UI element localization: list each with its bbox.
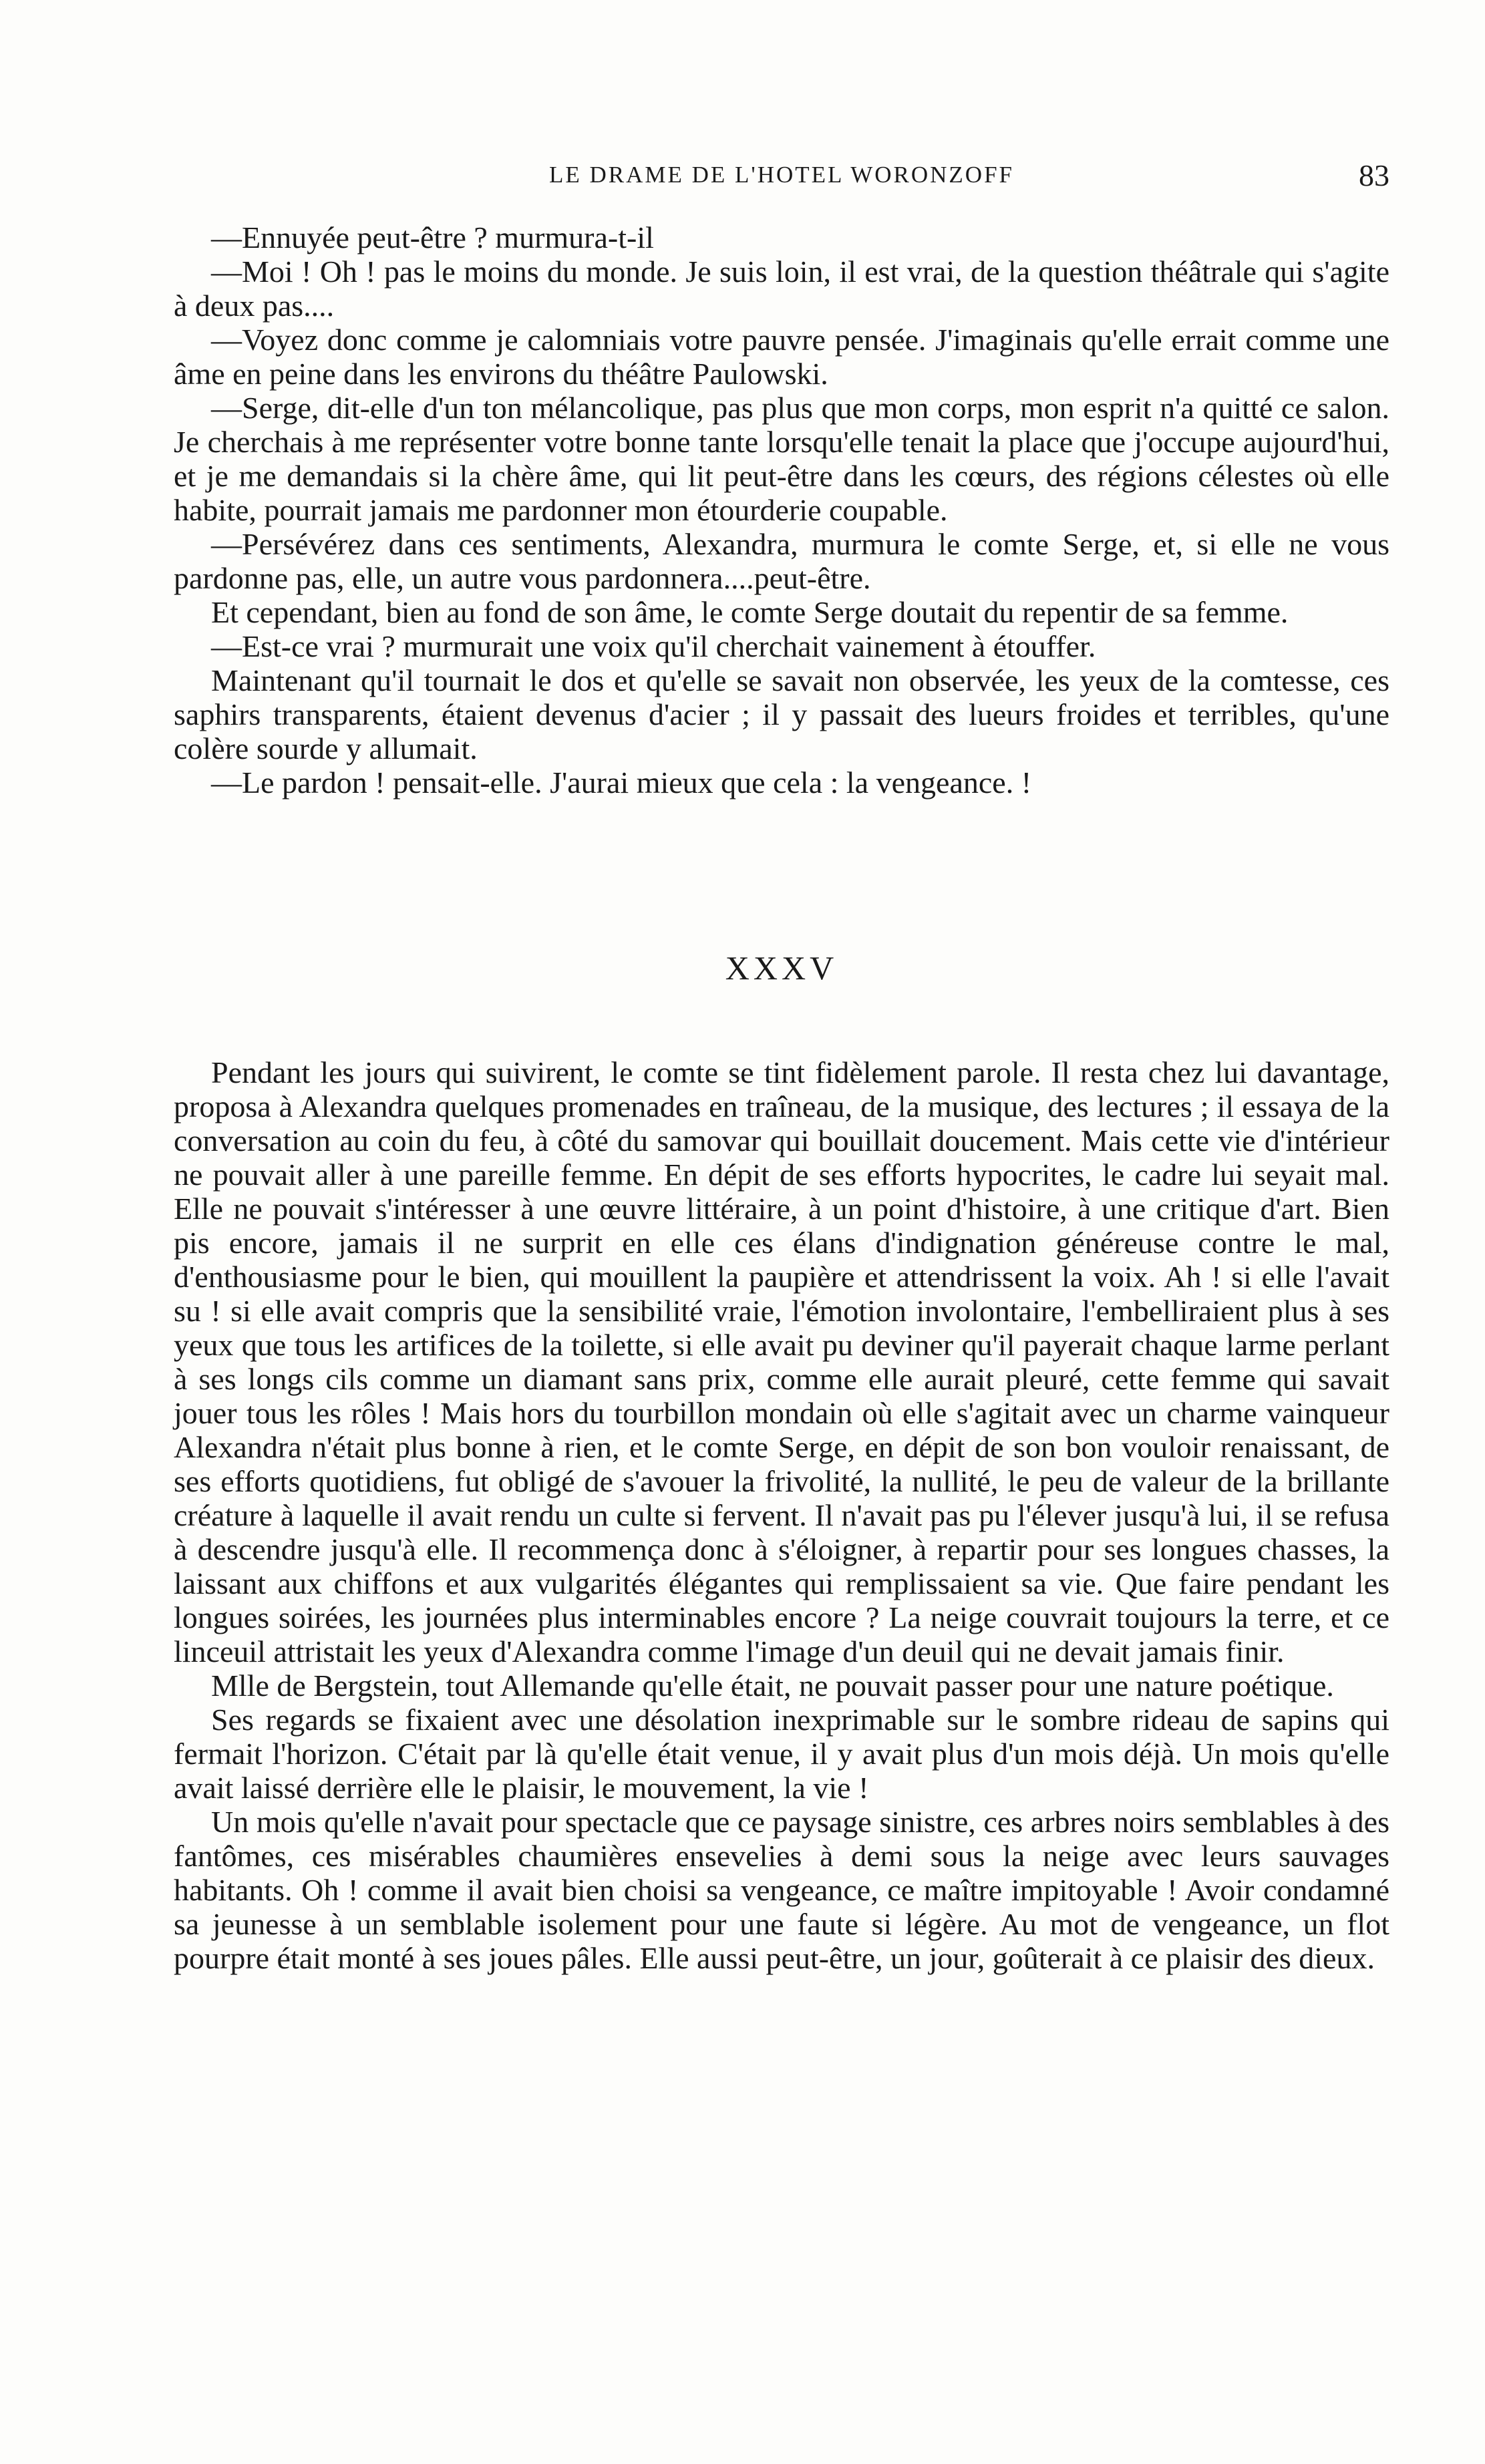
page-number: 83 xyxy=(1359,158,1389,192)
paragraph: Un mois qu'elle n'avait pour spectacle que ce paysage sinistre, ces arbres noirs semblables à des fantômes, ces misérables chaumières ensevelies à demi sous la neige avec leurs sauvages habitants. Oh ! comme il avait bien choisi sa vengeance, ce maître impitoyable ! Avoir condamné sa jeunesse à un semblable isolement pour une faute si légère. Au mot de vengeance, un flot pourpre était monté à ses joues pâles. Elle aussi peut-être, un jour, goûterait à ce plaisir des dieux. xyxy=(174,1805,1389,1975)
paragraph: Et cependant, bien au fond de son âme, le comte Serge doutait du repentir de sa femme. xyxy=(211,595,1289,629)
chapter-body xyxy=(174,1055,1389,1975)
paragraph: —Moi ! Oh ! pas le moins du monde. Je suis loin, il est vrai, de la question théâtrale qui s'agite à deux pas.... xyxy=(174,254,1389,323)
paragraph: —Le pardon ! pensait-elle. J'aurai mieux que cela : la vengeance. ! xyxy=(211,765,1032,800)
paragraph: Maintenant qu'il tournait le dos et qu'elle se savait non observée, les yeux de la comtesse, ces saphirs transparents, étaient devenus d'acier ; il y passait des lueurs froides et terribles, qu'une colère sourde y allumait. xyxy=(174,663,1389,765)
paragraph: —Est-ce vrai ? murmurait une voix qu'il cherchait vainement à étouffer. xyxy=(211,629,1096,663)
dialogue-section xyxy=(174,220,1389,800)
running-title: LE DRAME DE L'HOTEL WORONZOFF xyxy=(548,162,1015,188)
chapter-heading: XXXV xyxy=(725,949,838,987)
paragraph: Mlle de Bergstein, tout Allemande qu'elle était, ne pouvait passer pour une nature poétique. xyxy=(211,1668,1334,1703)
paragraph: —Persévérez dans ces sentiments, Alexandra, murmura le comte Serge, et, si elle ne vous pardonne pas, elle, un autre vous pardonnera....peut-être. xyxy=(174,527,1389,595)
paragraph: —Voyez donc comme je calomniais votre pauvre pensée. J'imaginais qu'elle errait comme une âme en peine dans les environs du théâtre Paulowski. xyxy=(174,323,1389,391)
paragraph: Ses regards se fixaient avec une désolation inexprimable sur le sombre rideau de sapins qui fermait l'horizon. C'était par là qu'elle était venue, il y avait plus d'un mois déjà. Un mois qu'elle avait laissé derrière elle le plaisir, le mouvement, la vie ! xyxy=(174,1703,1389,1805)
running-head xyxy=(174,158,1389,198)
paragraph: Pendant les jours qui suivirent, le comte se tint fidèlement parole. Il resta chez lui davantage, proposa à Alexandra quelques promenades en traîneau, de la musique, des lectures ; il essaya de la conversation au coin du feu, à côté du samovar qui bouillait doucement. Mais cette vie d'intérieur ne pouvait aller à une pareille femme. En dépit de ses efforts hypocrites, le cadre lui seyait mal. Elle ne pouvait s'intéresser à une œuvre littéraire, à un point d'histoire, à une critique d'art. Bien pis encore, jamais il ne surprit en elle ces élans d'indignation généreuse contre le mal, d'enthousiasme pour le bien, qui mouillent la paupière et attendrissent la voix. Ah ! si elle l'avait su ! si elle avait compris que la sensibilité vraie, l'émotion involontaire, l'embelliraient plus à ses yeux que tous les artifices de la toilette, si elle avait pu deviner qu'il payerait chaque larme perlant à ses longs cils comme un diamant sans prix, comme elle aurait pleuré, cette femme qui savait jouer tous les rôles ! Mais hors du tourbillon mondain où elle s'agitait avec un charme vainqueur Alexandra n'était plus bonne à rien, et le comte Serge, en dépit de son bon vouloir renaissant, de ses efforts quotidiens, fut obligé de s'avouer la frivolité, la nullité, le peu de valeur de la brillante créature à laquelle il avait rendu un culte si fervent. Il n'avait pas pu l'élever jusqu'à lui, il se refusa à descendre jusqu'à elle. Il recommença donc à s'éloigner, à repartir pour ses longues chasses, la laissant aux chiffons et aux vulgarités élégantes qui remplissaient sa vie. Que faire pendant les longues soirées, les journées plus interminables encore ? La neige couvrait toujours la terre, et ce linceuil attristait les yeux d'Alexandra comme l'image d'un deuil qui ne devait jamais finir. xyxy=(174,1055,1389,1668)
paragraph: —Serge, dit-elle d'un ton mélancolique, pas plus que mon corps, mon esprit n'a quitté ce salon. Je cherchais à me représenter votre bonne tante lorsqu'elle tenait la place que j'occupe aujourd'hui, et je me demandais si la chère âme, qui lit peut-être dans les cœurs, des régions célestes où elle habite, pourrait jamais me pardonner mon étourderie coupable. xyxy=(174,391,1389,527)
paragraph: —Ennuyée peut-être ? murmura-t-il xyxy=(211,220,654,254)
